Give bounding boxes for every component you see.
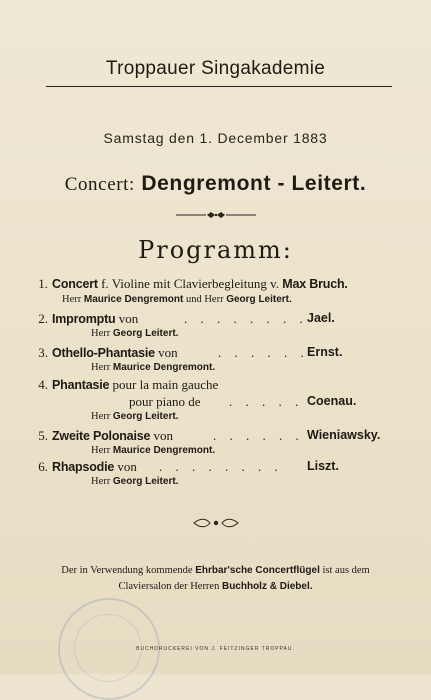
item-number: 3. [38,345,48,360]
programme-item: 3. Othello-Phantasie von . . . . . . Ernst. [32,345,392,361]
composer: Jael. [307,311,335,325]
performers-line: Herr Maurice Dengremont. [91,445,216,456]
piano-maker: Ehrbar'sche Concertflügel [195,565,320,576]
composer: Liszt. [307,459,339,473]
footer-line-1: Der in Verwendung kommende Ehrbar'sche Concertflügel ist aus dem [61,565,370,576]
performers-line: Herr Georg Leitert. [91,328,179,339]
item-number: 4. [38,377,48,392]
ornament-divider-icon [176,210,256,220]
work-title: Concert [52,277,98,291]
printer-imprint: BUCHDRUCKEREI VON J. FEITZINGER TROPPAU. [136,646,295,652]
programme-item-continuation: pour piano de . . . . . Coenau. [129,394,357,409]
performer-name: Georg Leitert. [112,476,179,487]
concert-date: Samstag den 1. December 1883 [103,130,328,146]
salon-name: Buchholz & Diebel. [221,581,313,592]
footer-note [0,563,431,595]
society-name: Troppauer Singakademie [105,58,326,79]
leader-dots: . . . . . . [213,428,304,443]
concert-lead: Concert: [64,174,135,195]
programme-item [32,276,392,292]
work-title: Zweite Polonaise [52,429,151,443]
composer: Ernst. [307,345,343,359]
composer: Wieniawsky. [307,428,381,442]
performers-line: Herr Maurice Dengremont und Herr Georg Leitert. [62,294,292,305]
performer-name: Maurice Dengremont. [112,445,216,456]
programme-item: 6. Rhapsodie von . . . . . . . . Liszt. [32,459,392,475]
composer: Coenau. [307,394,357,408]
concert-performers: Dengremont - Leitert. [141,172,367,195]
performer-name: Maurice Dengremont. [112,362,216,373]
performers-line: Herr Maurice Dengremont. [91,362,216,373]
programme-item: 5. Zweite Polonaise von . . . . . . Wieniawsky. [32,428,392,444]
programme-item: 4. Phantasie pour la main gauche [32,377,392,393]
item-number: 1. [38,276,48,291]
programme-item: 2. Impromptu von . . . . . . . . Jael. [32,311,392,327]
work-description: f. Violine mit Clavierbegleitung v. [97,276,283,291]
programme-heading: Programm: [138,236,293,264]
composer: Max Bruch. [282,277,348,291]
performer-name: Georg Leitert. [112,411,179,422]
work-title: Impromptu [52,312,116,326]
leader-dots: . . . . . . . . [184,311,308,326]
flourish-ornament-icon [192,516,240,530]
footer-line-2: Claviersalon der Herren Buchholz & Diebel. [118,581,313,592]
leader-dots: . . . . . [229,394,304,409]
performer-name: Georg Leitert. [226,294,292,305]
item-number: 2. [38,311,48,326]
performer-name: Maurice Dengremont [83,294,184,305]
work-title: Phantasie [52,378,110,392]
item-number: 6. [38,459,48,474]
header-rule [46,86,392,87]
work-title: Rhapsodie [52,460,115,474]
performer-name: Georg Leitert. [112,328,179,339]
leader-dots: . . . . . . . . [159,459,283,474]
work-title: Othello-Phantasie [52,346,155,360]
performers-line: Herr Georg Leitert. [91,476,179,487]
item-number: 5. [38,428,48,443]
leader-dots: . . . . . . [218,345,309,360]
concert-title [0,172,431,196]
performers-line: Herr Georg Leitert. [91,411,179,422]
